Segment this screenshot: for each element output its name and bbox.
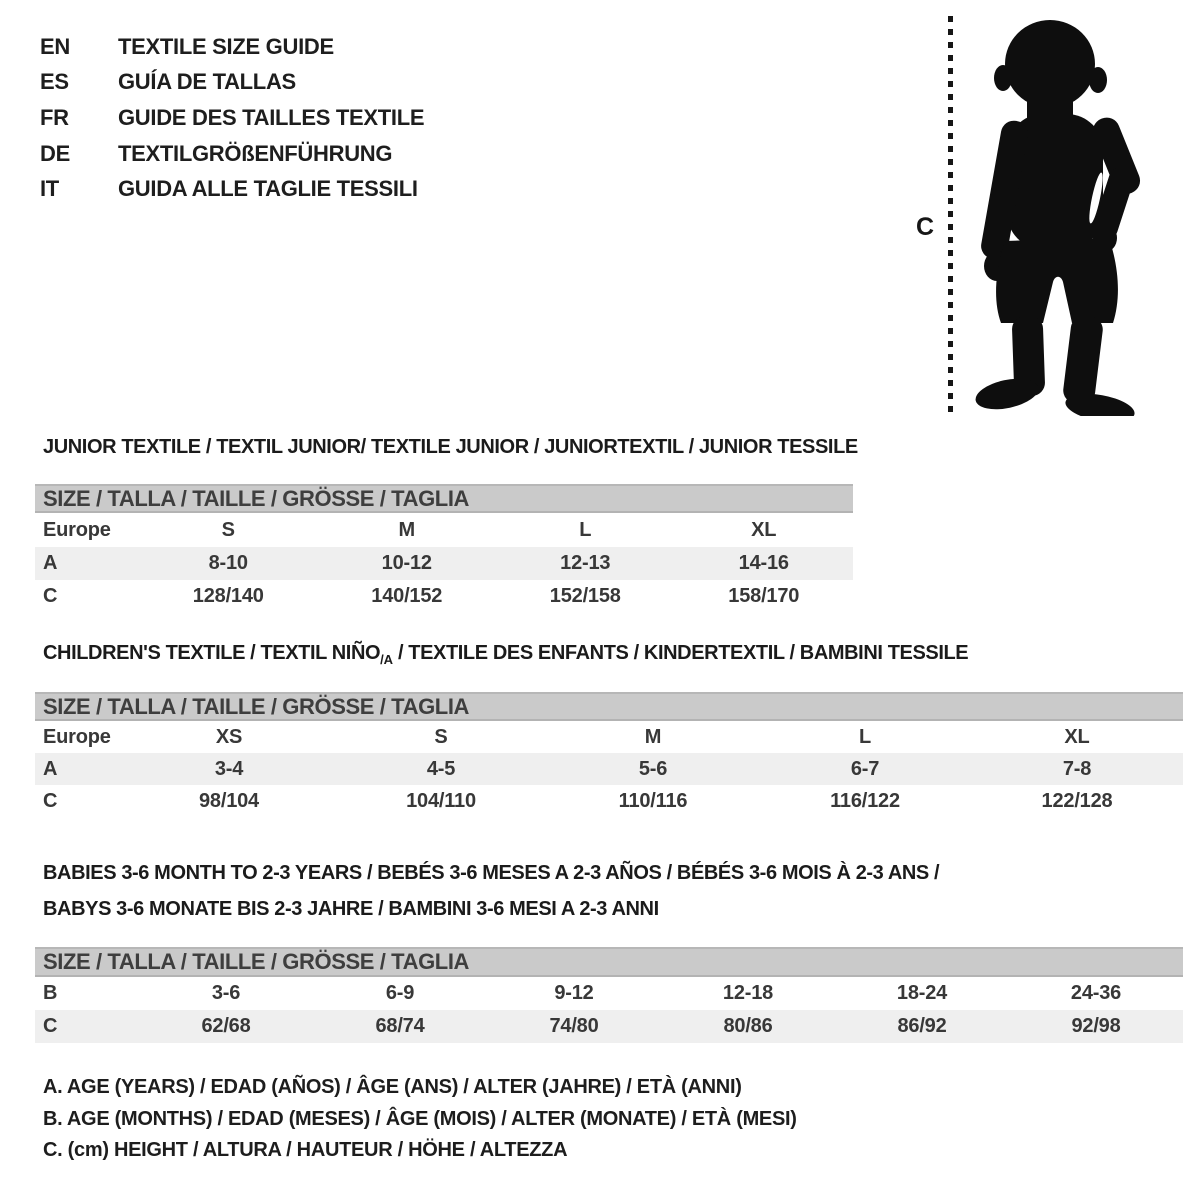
language-title: GUIDE DES TAILLES TEXTILE: [118, 104, 425, 130]
size-cell: S: [434, 725, 448, 748]
junior-size-table: [35, 484, 853, 613]
size-cell: 62/68: [201, 1015, 251, 1037]
row-label: Europe: [43, 518, 111, 541]
junior-section-title: JUNIOR TEXTILE / TEXTIL JUNIOR/ TEXTILE JUNIOR / JUNIORTEXTIL / JUNIOR TESSILE: [43, 436, 858, 458]
size-table-header: SIZE / TALLA / TAILLE / GRÖSSE / TAGLIA: [35, 484, 853, 513]
size-cell: 104/110: [406, 790, 476, 812]
measurement-legend: [43, 1072, 797, 1167]
language-title: GUÍA DE TALLAS: [118, 69, 296, 95]
children-size-table: [35, 692, 1183, 818]
size-cell: 74/80: [549, 1015, 599, 1037]
language-title: TEXTILE SIZE GUIDE: [118, 33, 334, 59]
size-cell: 110/116: [618, 790, 688, 812]
row-label: A: [43, 552, 58, 574]
row-label: C: [43, 1015, 58, 1037]
size-cell: 152/158: [549, 585, 621, 607]
size-cell: M: [398, 518, 415, 541]
toddler-silhouette-icon: [955, 16, 1155, 416]
size-cell: M: [644, 725, 662, 748]
babies-title-line2: BABYS 3-6 MONATE BIS 2-3 JAHRE / BAMBINI 3-6 MESI A 2-3 ANNI: [43, 898, 659, 920]
size-cell: XL: [751, 518, 777, 541]
size-cell: 14-16: [738, 552, 789, 574]
size-cell: 80/86: [723, 1015, 773, 1037]
size-cell: 140/152: [371, 585, 443, 607]
legend-line-b: B. AGE (MONTHS) / EDAD (MESES) / ÂGE (MOIS) / ALTER (MONATE) / ETÀ (MESI): [43, 1107, 797, 1130]
row-label: A: [43, 757, 58, 780]
table-row-height: [35, 785, 1183, 818]
language-row: [40, 100, 424, 136]
language-guide-list: [40, 29, 424, 207]
table-row-europe: [35, 513, 853, 547]
children-title-subscript: /A: [380, 652, 393, 667]
language-row: [40, 171, 424, 207]
table-row-height: [35, 1010, 1183, 1043]
size-cell: 3-6: [211, 982, 241, 1004]
height-dashed-line: [948, 16, 953, 414]
size-cell: 18-24: [896, 982, 948, 1004]
language-code: IT: [40, 176, 59, 202]
row-label: Europe: [43, 725, 111, 748]
table-row-age: [35, 547, 853, 580]
language-title: GUIDA ALLE TAGLIE TESSILI: [118, 176, 418, 202]
table-row-age-months: [35, 977, 1183, 1010]
size-cell: 8-10: [208, 552, 248, 574]
size-cell: XS: [215, 725, 243, 748]
size-cell: 4-5: [426, 757, 456, 780]
size-cell: 6-9: [385, 982, 415, 1004]
size-cell: 3-4: [214, 757, 244, 780]
table-row-age: [35, 753, 1183, 785]
babies-section-title: [43, 855, 939, 927]
size-cell: L: [579, 518, 592, 541]
children-title-prefix: CHILDREN'S TEXTILE / TEXTIL NIÑO: [43, 642, 381, 664]
size-cell: 9-12: [554, 982, 594, 1004]
language-code: EN: [40, 33, 70, 59]
row-label: C: [43, 585, 58, 607]
size-cell: 92/98: [1071, 1015, 1121, 1037]
language-code: DE: [40, 140, 70, 166]
legend-line-a: A. AGE (YEARS) / EDAD (AÑOS) / ÂGE (ANS) / ALTER (JAHRE) / ETÀ (ANNI): [43, 1076, 742, 1098]
size-cell: 24-36: [1070, 982, 1122, 1004]
size-cell: XL: [1064, 725, 1090, 748]
row-label: B: [43, 982, 58, 1004]
size-cell: 7-8: [1062, 757, 1092, 780]
legend-line-c: C. (cm) HEIGHT / ALTURA / HAUTEUR / HÖHE / ALTEZZA: [43, 1139, 568, 1161]
language-code: FR: [40, 104, 69, 130]
table-row-europe: [35, 721, 1183, 753]
size-cell: 68/74: [375, 1015, 425, 1037]
children-section-title: [43, 641, 968, 672]
size-cell: 122/128: [1041, 790, 1113, 812]
children-title-suffix: / TEXTILE DES ENFANTS / KINDERTEXTIL / BAMBINI TESSILE: [392, 642, 969, 664]
size-cell: 116/122: [830, 790, 900, 812]
size-cell: L: [858, 725, 872, 748]
height-marker-label: C: [916, 213, 935, 241]
language-row: [40, 65, 424, 101]
size-cell: 10-12: [381, 552, 432, 574]
size-cell: S: [221, 518, 235, 541]
row-label: C: [43, 790, 58, 812]
language-code: ES: [40, 69, 69, 95]
size-cell: 158/170: [728, 585, 800, 607]
size-cell: 6-7: [850, 757, 880, 780]
size-table-header: SIZE / TALLA / TAILLE / GRÖSSE / TAGLIA: [35, 947, 1183, 977]
language-title: TEXTILGRÖßENFÜHRUNG: [118, 140, 393, 166]
size-cell: 12-18: [722, 982, 774, 1004]
size-cell: 5-6: [638, 757, 668, 780]
size-cell: 128/140: [192, 585, 264, 607]
size-cell: 12-13: [560, 552, 611, 574]
language-row: [40, 29, 424, 65]
babies-title-line1: BABIES 3-6 MONTH TO 2-3 YEARS / BEBÉS 3-6 MESES A 2-3 AÑOS / BÉBÉS 3-6 MOIS À 2-3 ANS /: [43, 862, 940, 884]
size-table-header: SIZE / TALLA / TAILLE / GRÖSSE / TAGLIA: [35, 692, 1183, 721]
babies-size-table: [35, 947, 1183, 1043]
size-cell: 86/92: [897, 1015, 947, 1037]
language-row: [40, 136, 424, 172]
size-cell: 98/104: [199, 790, 259, 812]
table-row-height: [35, 580, 853, 613]
